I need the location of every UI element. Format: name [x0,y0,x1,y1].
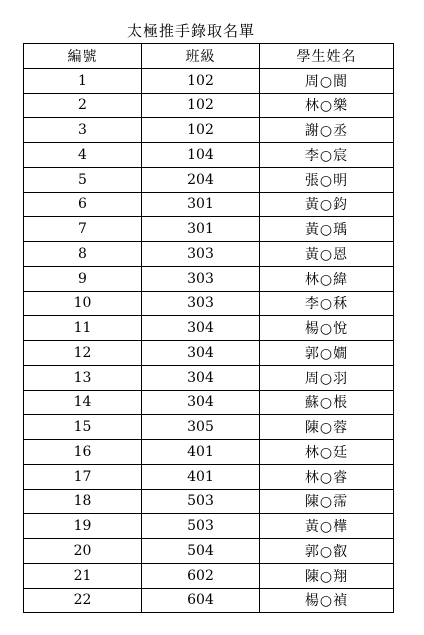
row-class: 503 [142,489,260,514]
table-row [24,217,394,242]
row-student-name: 蘇○棖 [260,390,394,415]
row-number: 9 [24,266,142,291]
row-student-name: 郭○叡 [260,539,394,564]
table-row [24,390,394,415]
row-student-name: 周○閬 [260,68,394,93]
row-number: 3 [24,118,142,143]
row-student-name: 楊○禎 [260,588,394,613]
row-student-name: 周○羽 [260,365,394,390]
row-student-name: 黃○瑀 [260,217,394,242]
row-class: 303 [142,242,260,267]
row-class: 304 [142,390,260,415]
table-row [24,118,394,143]
row-class: 303 [142,291,260,316]
header-row [24,44,394,69]
row-number: 10 [24,291,142,316]
row-student-name: 李○宸 [260,143,394,168]
table-body [24,68,394,613]
row-student-name: 李○秝 [260,291,394,316]
row-class: 503 [142,514,260,539]
header-student-name: 學生姓名 [260,44,394,69]
row-class: 305 [142,415,260,440]
row-number: 19 [24,514,142,539]
row-number: 5 [24,167,142,192]
row-student-name: 林○睿 [260,464,394,489]
row-student-name: 陳○翔 [260,563,394,588]
row-student-name: 黃○樺 [260,514,394,539]
row-class: 102 [142,93,260,118]
row-class: 301 [142,192,260,217]
table-row [24,563,394,588]
row-number: 15 [24,415,142,440]
table-row [24,291,394,316]
row-student-name: 陳○霈 [260,489,394,514]
row-class: 304 [142,341,260,366]
table-row [24,192,394,217]
row-class: 304 [142,316,260,341]
row-number: 13 [24,365,142,390]
table-row [24,489,394,514]
row-number: 12 [24,341,142,366]
row-student-name: 張○明 [260,167,394,192]
row-class: 604 [142,588,260,613]
row-number: 2 [24,93,142,118]
table-header [24,44,394,69]
row-student-name: 林○廷 [260,440,394,465]
row-student-name: 林○樂 [260,93,394,118]
table-row [24,440,394,465]
row-class: 104 [142,143,260,168]
row-student-name: 郭○嫺 [260,341,394,366]
header-number: 編號 [24,44,142,69]
row-number: 8 [24,242,142,267]
header-class: 班級 [142,44,260,69]
row-number: 6 [24,192,142,217]
table-row [24,93,394,118]
row-class: 504 [142,539,260,564]
row-number: 4 [24,143,142,168]
row-class: 401 [142,464,260,489]
row-number: 22 [24,588,142,613]
table-row [24,316,394,341]
row-class: 602 [142,563,260,588]
row-student-name: 黃○恩 [260,242,394,267]
table-row [24,539,394,564]
row-number: 21 [24,563,142,588]
row-number: 7 [24,217,142,242]
table-row [24,415,394,440]
row-number: 18 [24,489,142,514]
row-student-name: 黃○鈞 [260,192,394,217]
row-number: 20 [24,539,142,564]
row-number: 17 [24,464,142,489]
row-student-name: 楊○悅 [260,316,394,341]
table-row [24,464,394,489]
row-class: 303 [142,266,260,291]
row-class: 204 [142,167,260,192]
row-class: 102 [142,68,260,93]
table-row [24,143,394,168]
row-class: 301 [142,217,260,242]
row-class: 102 [142,118,260,143]
table-row [24,167,394,192]
row-student-name: 林○緯 [260,266,394,291]
row-class: 401 [142,440,260,465]
table-row [24,242,394,267]
row-number: 11 [24,316,142,341]
admission-list-table [23,43,394,613]
table-row [24,68,394,93]
row-number: 16 [24,440,142,465]
document-title: 太極推手錄取名單 [127,22,256,40]
table-row [24,266,394,291]
table-row [24,514,394,539]
row-class: 304 [142,365,260,390]
table-row [24,588,394,613]
table-row [24,365,394,390]
row-number: 1 [24,68,142,93]
row-student-name: 陳○蓉 [260,415,394,440]
row-student-name: 謝○丞 [260,118,394,143]
row-number: 14 [24,390,142,415]
table-row [24,341,394,366]
